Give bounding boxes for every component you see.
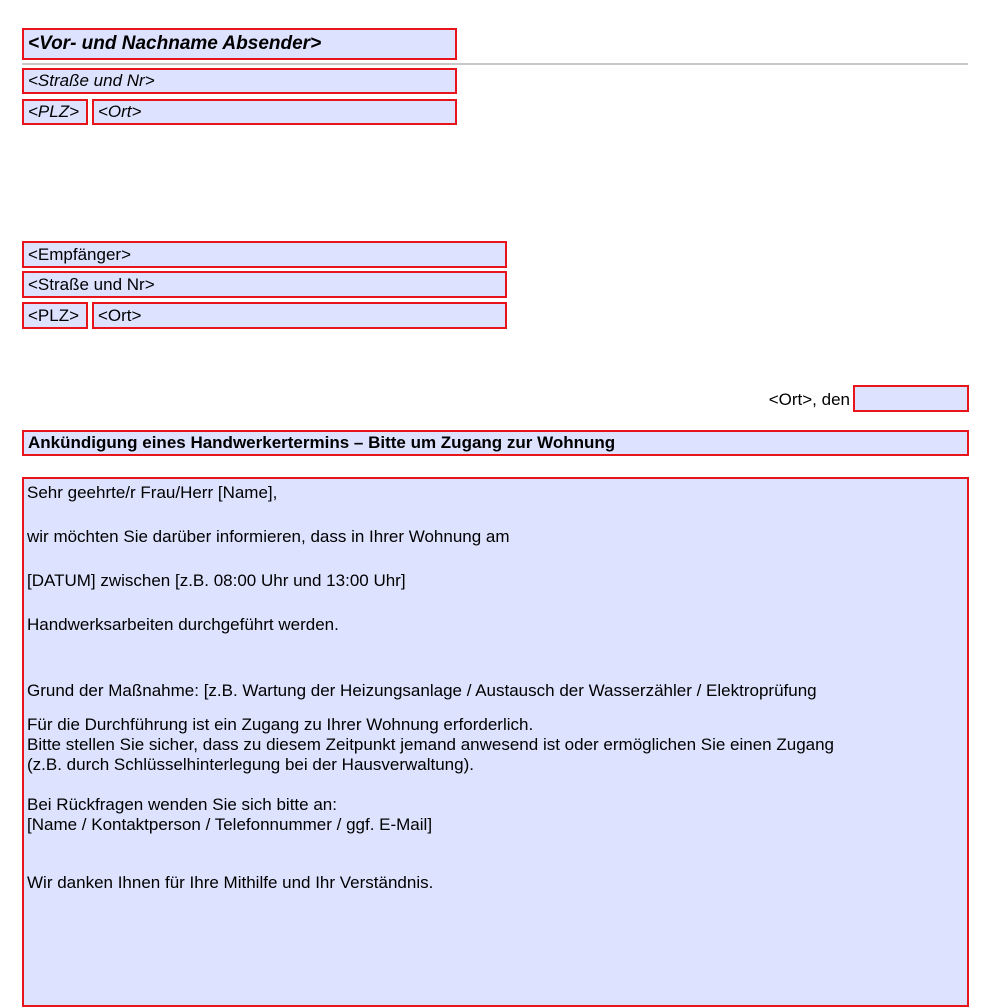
- sender-divider: [22, 63, 968, 65]
- body-contact-2: [Name / Kontaktperson / Telefonnummer / ggf. E-Mail]: [27, 815, 433, 834]
- recipient-city-field[interactable]: <Ort>: [92, 302, 507, 329]
- recipient-zip-field[interactable]: <PLZ>: [22, 302, 88, 329]
- body-access-1: Für die Durchführung ist ein Zugang zu Ihrer Wohnung erforderlich.: [27, 715, 534, 734]
- sender-zip-field[interactable]: <PLZ>: [22, 99, 88, 125]
- sender-city-field[interactable]: <Ort>: [92, 99, 457, 125]
- dateline-place: <Ort>, den: [768, 390, 850, 409]
- subject-field[interactable]: Ankündigung eines Handwerkertermins – Bitte um Zugang zur Wohnung: [22, 430, 969, 456]
- body-contact-1: Bei Rückfragen wenden Sie sich bitte an:: [27, 795, 337, 814]
- recipient-street-field[interactable]: <Straße und Nr>: [22, 271, 507, 298]
- body-line-2: [DATUM] zwischen [z.B. 08:00 Uhr und 13:00 Uhr]: [27, 571, 406, 590]
- body-thanks: Wir danken Ihnen für Ihre Mithilfe und Ihr Verständnis.: [27, 873, 434, 892]
- body-line-1: wir möchten Sie darüber informieren, dass in Ihrer Wohnung am: [27, 527, 510, 546]
- date-field[interactable]: [853, 385, 969, 412]
- body-reason: Grund der Maßnahme: [z.B. Wartung der Heizungsanlage / Austausch der Wasserzähler / Elektroprüfung: [27, 681, 817, 700]
- body-salutation: Sehr geehrte/r Frau/Herr [Name],: [27, 483, 278, 502]
- sender-street-field[interactable]: <Straße und Nr>: [22, 68, 457, 94]
- body-access-3: (z.B. durch Schlüsselhinterlegung bei der Hausverwaltung).: [27, 755, 474, 774]
- letter-body-field[interactable]: [22, 477, 969, 1007]
- recipient-name-field[interactable]: <Empfänger>: [22, 241, 507, 268]
- sender-name-field[interactable]: <Vor- und Nachname Absender>: [22, 28, 457, 60]
- body-line-3: Handwerksarbeiten durchgeführt werden.: [27, 615, 339, 634]
- body-access-2: Bitte stellen Sie sicher, dass zu diesem Zeitpunkt jemand anwesend ist oder ermöglichen Sie einen Zugang: [27, 735, 835, 754]
